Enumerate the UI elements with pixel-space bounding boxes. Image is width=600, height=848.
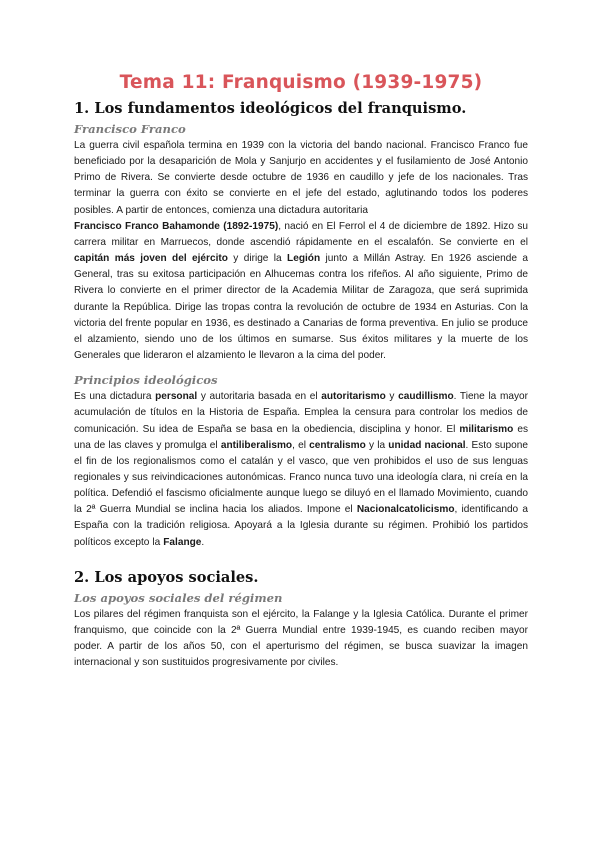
bold-centralismo: centralismo: [309, 439, 366, 451]
bold-personal: personal: [155, 391, 198, 403]
paragraph-principios: Es una dictadura personal y autoritaria basada en el autoritarismo y caudillismo. Tiene la mayor acumulación de títulos en la Historia de España. Emplea la censura para controlar los medios de comunicación. Su idea de España se basa en la obediencia, disciplina y honor. El militarismo es una de las claves y promulga el antiliberalismo, el centralismo y la unidad nacional. Esto supone el fin de los regionalismos como el catalán y el vasco, que ven prohibidos el uso de sus lenguas regionales y sus reivindicaciones autonómicas. Franco nunca tuvo una ideología clara, ni creía en la política. Defendió el fascismo oficialmente aunque luego se diluyó en el llamado Movimiento, cuando la 2ª Guerra Mundial se inclina hacia los aliados. Impone el Nacionalcatolicismo, identificando a España con la tradición religiosa. Apoyará a la Iglesia durante su régimen. Prohibió los partidos políticos excepto la Falange.: [74, 391, 528, 548]
bold-militarismo: militarismo: [459, 423, 514, 435]
paragraph-franco-intro: La guerra civil española termina en 1939 con la victoria del bando nacional. Francisco Franco fue beneficiado por la desaparición de Mola y Sanjurjo en accidentes y el fusilamiento de José Antonio Primo de Rivera. Se convierte desde octubre de 1936 en caudillo y jefe de los nacionales. Tras terminar la guerra con éxito se convierte en el jefe del estado, aglutinando todos los poderes posibles. A partir de entonces, comienza una dictadura autoritaria: [74, 140, 528, 216]
bold-falange: Falange: [163, 536, 202, 548]
section-heading-fundamentos: 1. Los fundamentos ideológicos del franquismo.: [74, 100, 467, 117]
bold-caudillismo: caudillismo: [398, 391, 454, 403]
subsection-heading-principios: Principios ideológicos: [74, 373, 218, 388]
subsection-heading-apoyos-regimen: Los apoyos sociales del régimen: [74, 590, 283, 605]
document-page: [74, 72, 528, 671]
bold-nacionalcatolicismo: Nacionalcatolicismo: [356, 504, 455, 516]
bold-legion: Legión: [287, 253, 321, 265]
bold-capitan: capitán más joven del ejército: [74, 253, 228, 265]
bold-autoritarismo: autoritarismo: [321, 391, 386, 403]
bold-franco-name: Francisco Franco Bahamonde (1892-1975): [74, 220, 279, 232]
section-heading-apoyos: 2. Los apoyos sociales.: [74, 568, 259, 586]
bold-antiliberalismo: antiliberalismo: [220, 439, 293, 451]
paragraph-apoyos: Los pilares del régimen franquista son el ejército, la Falange y la Iglesia Católica. Durante el primer franquismo, que coincide con la 2ª Guerra Mundial entre 1939-1945, es cuando reciben mayor poder. A partir de los años 50, con el aperturismo del régimen, se busca suavizar la imagen internacional y son sustituidos progresivamente por civiles.: [74, 608, 528, 669]
subsection-heading-francisco-franco: Francisco Franco: [74, 122, 186, 136]
bold-unidad-nacional: unidad nacional: [388, 439, 466, 451]
document-title: Tema 11: Franquismo (1939-1975): [119, 72, 483, 93]
paragraph-franco-biography: Francisco Franco Bahamonde (1892-1975), nació en El Ferrol el 4 de diciembre de 1892. Hizo su carrera militar en Marruecos, donde ascendió rápidamente en el escalafón. Se convierte en el capitán más joven del ejército y dirige la Legión junto a Millán Astray. En 1926 asciende a General, tras su exitosa participación en Alhucemas contra los rifeños. Al año siguiente, Primo de Rivera lo convierte en el primer director de la Academia Militar de Zaragoza, que será suprimida durante la República. Dirige las tropas contra la revolución de octubre de 1934 en Asturias. Con la victoria del frente popular en 1936, es destinado a Canarias de forma preventiva. En julio se produce el alzamiento, siendo uno de los últimos en sumarse. Sus éxitos militares y la muerte de los Generales que lideraron el alzamiento le llevaron a la cima del poder.: [74, 220, 528, 362]
